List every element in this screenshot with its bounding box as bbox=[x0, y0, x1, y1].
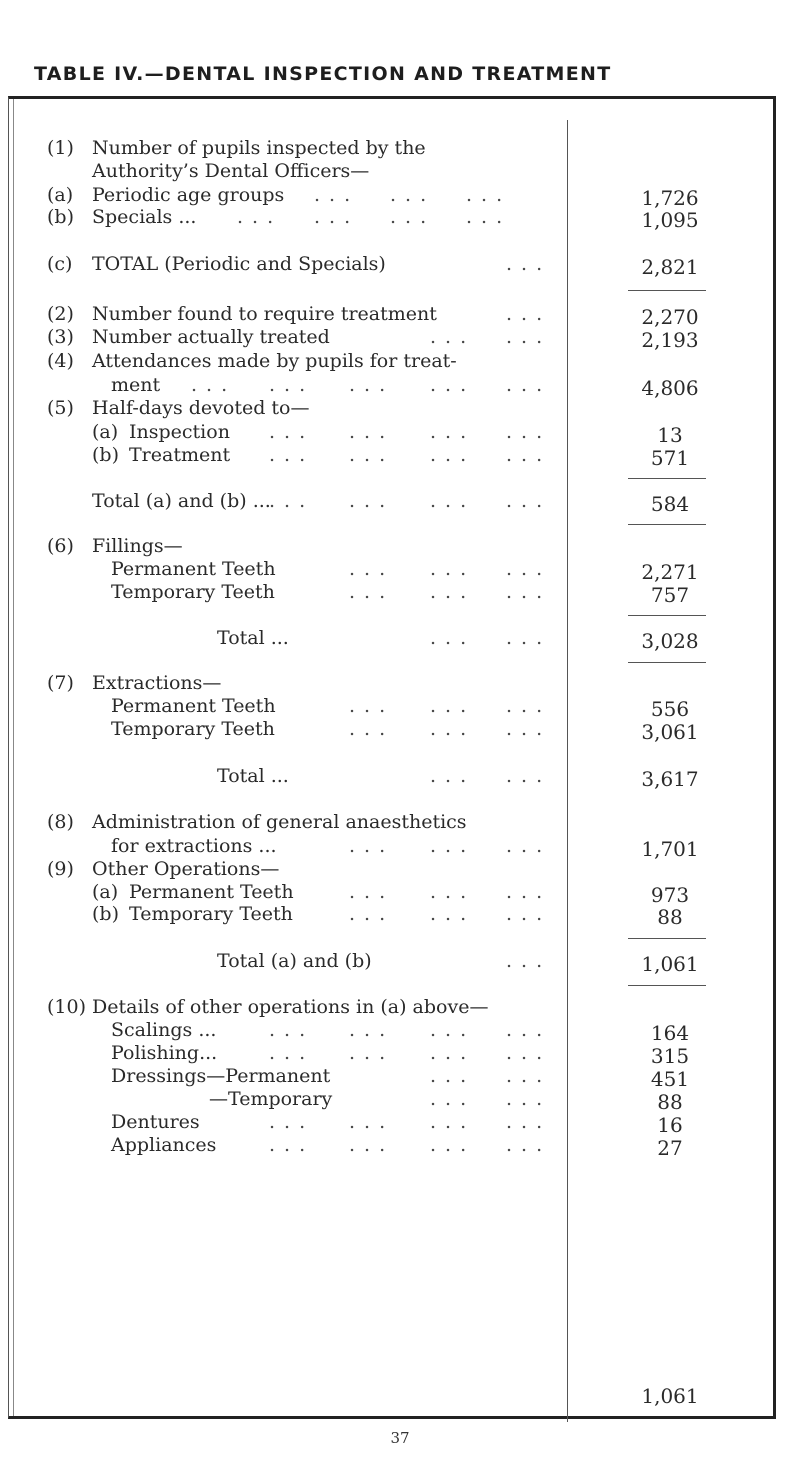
leader-dots: ... bbox=[430, 1088, 476, 1110]
leader-dots: ... bbox=[349, 1134, 395, 1156]
leader-dots: ... bbox=[506, 303, 552, 325]
leader-dots: ... bbox=[349, 444, 395, 466]
item-label: Administration of general anaesthetics bbox=[92, 811, 467, 833]
item-label: Periodic age groups bbox=[92, 184, 285, 206]
table-title: TABLE IV.—DENTAL INSPECTION AND TREATMENT bbox=[34, 63, 612, 85]
value-9-total: 1,061 bbox=[641, 952, 699, 976]
leader-dots: ... bbox=[430, 374, 476, 396]
leader-dots: ... bbox=[349, 903, 395, 925]
table-frame bbox=[8, 96, 776, 1419]
item-label: Inspection bbox=[129, 421, 230, 443]
value-9a: 973 bbox=[650, 883, 690, 907]
leader-dots: ... bbox=[349, 881, 395, 903]
item-letter: (a) bbox=[92, 881, 119, 903]
leader-dots: ... bbox=[506, 326, 552, 348]
leader-dots: ... bbox=[430, 881, 476, 903]
leader-dots: ... bbox=[506, 1088, 552, 1110]
item-label: Dressings—Permanent bbox=[111, 1065, 331, 1087]
value-7-permanent: 556 bbox=[650, 697, 690, 721]
leader-dots: ... bbox=[430, 581, 476, 603]
leader-dots: ... bbox=[349, 1111, 395, 1133]
item-label: —Temporary bbox=[209, 1088, 333, 1110]
sum-rule bbox=[628, 938, 706, 939]
leader-dots: ... bbox=[349, 1019, 395, 1041]
leader-dots: ... bbox=[349, 695, 395, 717]
item-label: Fillings— bbox=[92, 535, 183, 557]
item-label: Temporary Teeth bbox=[111, 718, 275, 740]
item-number: (5) bbox=[47, 397, 74, 419]
leader-dots: ... bbox=[506, 1134, 552, 1156]
leader-dots: ... bbox=[430, 903, 476, 925]
sum-rule bbox=[628, 524, 706, 525]
leader-dots: ... bbox=[506, 444, 552, 466]
leader-dots: ... bbox=[506, 1065, 552, 1087]
value-9b: 88 bbox=[657, 905, 683, 929]
value-7-temporary: 3,061 bbox=[641, 720, 699, 744]
sum-rule bbox=[628, 615, 706, 616]
value-1a: 1,726 bbox=[641, 186, 699, 210]
sum-rule bbox=[628, 478, 706, 479]
item-label: Details of other operations in (a) above— bbox=[92, 996, 489, 1018]
leader-dots: ... bbox=[430, 1111, 476, 1133]
page-number: 37 bbox=[390, 1429, 410, 1447]
leader-dots: ... bbox=[430, 695, 476, 717]
leader-dots: ... bbox=[269, 444, 315, 466]
item-label: Dentures bbox=[111, 1111, 200, 1133]
item-label: Attendances made by pupils for treat- bbox=[92, 350, 457, 372]
item-label: Number actually treated bbox=[92, 326, 330, 348]
leader-dots: ... bbox=[269, 1019, 315, 1041]
value-6-temporary: 757 bbox=[650, 583, 690, 607]
leader-dots: ... bbox=[430, 326, 476, 348]
item-letter: (b) bbox=[47, 206, 74, 228]
leader-dots: ... bbox=[506, 374, 552, 396]
item-label: for extractions ... bbox=[111, 835, 277, 857]
leader-dots: ... bbox=[506, 718, 552, 740]
leader-dots: ... bbox=[466, 184, 512, 206]
item-label: Total ... bbox=[217, 627, 289, 649]
leader-dots: ... bbox=[237, 206, 283, 228]
leader-dots: ... bbox=[466, 206, 512, 228]
leader-dots: ... bbox=[430, 558, 476, 580]
item-label: Number of pupils inspected by the bbox=[92, 137, 426, 159]
value-10-dressings-permanent: 451 bbox=[650, 1067, 690, 1091]
leader-dots: ... bbox=[430, 765, 476, 787]
value-10-appliances: 27 bbox=[657, 1136, 683, 1160]
item-number: (3) bbox=[47, 326, 74, 348]
leader-dots: ... bbox=[349, 581, 395, 603]
item-label: Permanent Teeth bbox=[111, 695, 276, 717]
value-5a: 13 bbox=[657, 423, 683, 447]
item-label: Number found to require treatment bbox=[92, 303, 437, 325]
leader-dots: ... bbox=[506, 421, 552, 443]
value-1c: 2,821 bbox=[641, 255, 699, 279]
leader-dots: ... bbox=[430, 421, 476, 443]
item-label: Temporary Teeth bbox=[129, 903, 293, 925]
item-label: Total ... bbox=[217, 765, 289, 787]
leader-dots: ... bbox=[430, 718, 476, 740]
leader-dots: ... bbox=[430, 627, 476, 649]
value-5b: 571 bbox=[650, 446, 690, 470]
item-number: (10) bbox=[47, 996, 87, 1018]
leader-dots: ... bbox=[269, 1042, 315, 1064]
item-label: Specials ... bbox=[92, 206, 197, 228]
leader-dots: ... bbox=[506, 1019, 552, 1041]
item-label: Scalings ... bbox=[111, 1019, 217, 1041]
item-number: (9) bbox=[47, 858, 74, 880]
item-label: Authority’s Dental Officers— bbox=[92, 160, 370, 182]
leader-dots: ... bbox=[269, 374, 315, 396]
item-letter: (b) bbox=[92, 444, 119, 466]
value-10-dentures: 16 bbox=[657, 1113, 683, 1137]
leader-dots: ... bbox=[506, 1042, 552, 1064]
leader-dots: ... bbox=[506, 627, 552, 649]
leader-dots: ... bbox=[506, 835, 552, 857]
item-letter: (c) bbox=[47, 253, 73, 275]
leader-dots: ... bbox=[349, 374, 395, 396]
leader-dots: ... bbox=[430, 444, 476, 466]
item-label: Total (a) and (b) bbox=[217, 950, 372, 972]
leader-dots: ... bbox=[506, 581, 552, 603]
value-10-scalings: 164 bbox=[650, 1021, 690, 1045]
value-7-total: 3,617 bbox=[641, 767, 699, 791]
leader-dots: ... bbox=[349, 421, 395, 443]
leader-dots: ... bbox=[430, 1042, 476, 1064]
value-6-total: 3,028 bbox=[641, 629, 699, 653]
item-number: (6) bbox=[47, 535, 74, 557]
item-number: (8) bbox=[47, 811, 74, 833]
leader-dots: ... bbox=[430, 1065, 476, 1087]
item-letter: (b) bbox=[92, 903, 119, 925]
leader-dots: ... bbox=[191, 374, 237, 396]
item-label: Polishing... bbox=[111, 1042, 218, 1064]
leader-dots: ... bbox=[506, 558, 552, 580]
leader-dots: ... bbox=[349, 1042, 395, 1064]
item-label: Treatment bbox=[129, 444, 231, 466]
item-letter: (a) bbox=[92, 421, 119, 443]
leader-dots: ... bbox=[349, 490, 395, 512]
leader-dots: ... bbox=[349, 718, 395, 740]
item-label: Total (a) and (b) ... bbox=[92, 490, 271, 512]
leader-dots: ... bbox=[506, 903, 552, 925]
leader-dots: ... bbox=[269, 1134, 315, 1156]
leader-dots: ... bbox=[506, 950, 552, 972]
leader-dots: ... bbox=[269, 421, 315, 443]
leader-dots: ... bbox=[314, 206, 360, 228]
leader-dots: ... bbox=[430, 1134, 476, 1156]
item-label: Permanent Teeth bbox=[129, 881, 294, 903]
leader-dots: ... bbox=[506, 1111, 552, 1133]
leader-dots: ... bbox=[430, 1019, 476, 1041]
leader-dots: ... bbox=[506, 490, 552, 512]
leader-dots: ... bbox=[314, 184, 360, 206]
value-5-total: 584 bbox=[650, 492, 690, 516]
value-2: 2,270 bbox=[641, 305, 699, 329]
value-10-total: 1,061 bbox=[641, 1384, 699, 1408]
sum-rule bbox=[628, 985, 706, 986]
value-8: 1,701 bbox=[641, 837, 699, 861]
item-letter: (a) bbox=[47, 184, 74, 206]
leader-dots: ... bbox=[506, 765, 552, 787]
value-10-polishing: 315 bbox=[650, 1044, 690, 1068]
leader-dots: ... bbox=[269, 1111, 315, 1133]
sum-rule bbox=[628, 662, 706, 663]
leader-dots: ... bbox=[430, 835, 476, 857]
item-label: Appliances bbox=[111, 1134, 217, 1156]
value-4: 4,806 bbox=[641, 376, 699, 400]
value-3: 2,193 bbox=[641, 328, 699, 352]
leader-dots: ... bbox=[390, 184, 436, 206]
item-label: Half-days devoted to— bbox=[92, 397, 310, 419]
item-label: Temporary Teeth bbox=[111, 581, 275, 603]
column-separator bbox=[567, 120, 568, 1422]
value-1b: 1,095 bbox=[641, 208, 699, 232]
item-number: (7) bbox=[47, 672, 74, 694]
leader-dots: ... bbox=[349, 558, 395, 580]
leader-dots: ... bbox=[506, 253, 552, 275]
item-label: TOTAL (Periodic and Specials) bbox=[92, 253, 386, 275]
item-number: (2) bbox=[47, 303, 74, 325]
value-6-permanent: 2,271 bbox=[641, 560, 699, 584]
item-label: ment bbox=[111, 374, 161, 396]
value-10-dressings-temporary: 88 bbox=[657, 1090, 683, 1114]
leader-dots: ... bbox=[430, 490, 476, 512]
item-number: (1) bbox=[47, 137, 74, 159]
item-label: Extractions— bbox=[92, 672, 222, 694]
item-label: Other Operations— bbox=[92, 858, 280, 880]
leader-dots: ... bbox=[390, 206, 436, 228]
item-label: Permanent Teeth bbox=[111, 558, 276, 580]
leader-dots: ... bbox=[269, 490, 315, 512]
item-number: (4) bbox=[47, 350, 74, 372]
sum-rule bbox=[628, 290, 706, 291]
leader-dots: ... bbox=[506, 881, 552, 903]
leader-dots: ... bbox=[349, 835, 395, 857]
leader-dots: ... bbox=[506, 695, 552, 717]
